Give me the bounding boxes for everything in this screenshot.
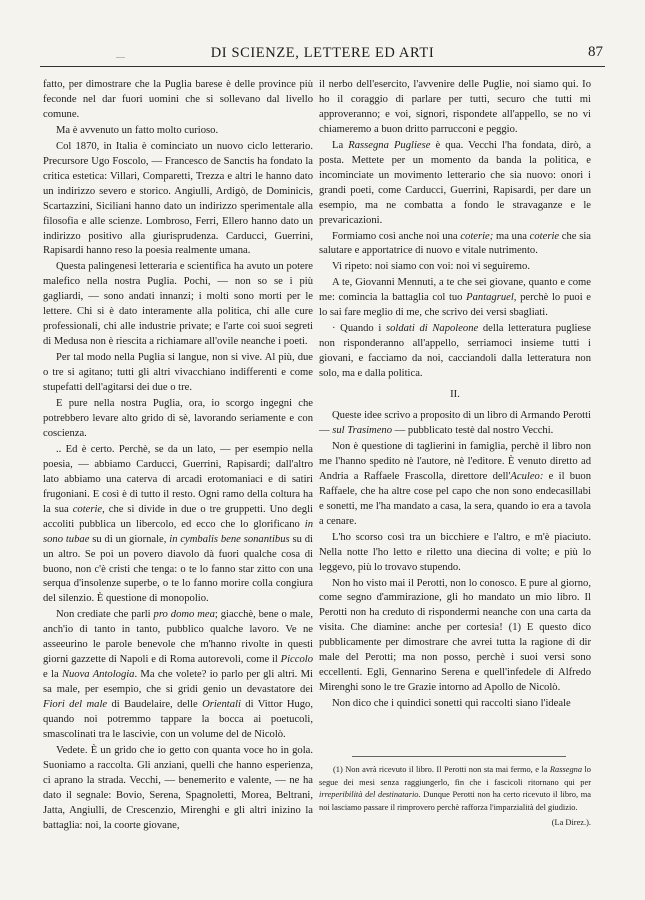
page-number: 87 [588,44,603,60]
running-title: DI SCIENZE, LETTERE ED ARTI [210,45,435,61]
paragraph: A te, Giovanni Mennuti, a te che sei giovane, quanto e come me: comincia la battaglia col tuo Pantagruel, perchè lo puoi e lo sai fare meglio di me, che scrivo dei versi sbagliati. [319,277,591,319]
left-column [43,78,313,834]
header-dash: — [116,52,125,62]
paragraph: Non dico che i quindici sonetti qui raccolti siano l'ideale [332,698,571,710]
paragraph: Questa palingenesi letteraria e scientifica ha avuto un potere malefico nella nostra Puglia. Pochi, — non so se i più gagliardi, — sono andati innanzi; i molti sono morti per le lettere. Chi si è dato interamente alla politica, chi alle cure professionali, chi alle industrie private; e l'arte coi suoi segreti di Medusa non è riescita a richiamare all'ovile neanche i poeti. [43,261,313,348]
paragraph: Queste idee scrivo a proposito di un libro di Armando Perotti — sul Trasimeno — pubblicato testè dal nostro Vecchi. [319,410,591,436]
header-rule [40,66,605,67]
footnote-signature: (La Direz.). [551,817,591,827]
running-header [40,44,605,64]
paragraph: il nerbo dell'esercito, l'avvenire delle Puglie, noi siamo qui. Io ho il coraggio di parlare per tutti, securo che tutti mi approveranno; e voi, signori, rispondete all'appello, se no vi chiameremo a buon dritto parrucconi e peggio. [319,79,591,135]
paragraph: Vi ripeto: noi siamo con voi: noi vi seguiremo. [332,261,530,273]
paragraph: fatto, per dimostrare che la Puglia barese è delle province più feconde nel dar fuori uomini che si sollevano dal livello comune. [43,79,313,120]
paragraph: Vedete. È un grido che io getto con quanta voce ho in gola. Suoniamo a raccolta. Gli anziani, quelli che hanno esperienza, ci aprano la strada. Vecchi, — benemerito e valente, — ne ha dato il segnale: Bovio, Serena, Spagnoletti, Morea, Beltrani, Jatta, Angiulli, de Crescenzio, Mirenghi e gli altri inizino la battaglia: noi, la coorte giovane, [43,744,313,831]
paragraph: Ma è avvenuto un fatto molto curioso. [56,124,219,136]
paragraph: Non crediate che parli pro domo mea; giacchè, bene o male, anch'io di tanto in tanto, pubblico qualche lavoro. Ve ne asseeurino le parole benevole che m'hanno rivolte in questi giorni gazzette di Napoli e di Roma autorevoli, come il Piccolo e la Nuova Antologia. Ma che volete? io parlo per gli altri. Mi sa male, per esempio, che si gridi genio un devastatore dei Fiori del male di Baudelaire, delle Orientali di Vittor Hugo, quando noi potremmo tappare la bocca ai poetucoli, smascolinati tra le lascivie, con un volume del de Nicolò. [43,609,314,740]
paragraph: E pure nella nostra Puglia, ora, io scorgo ingegni che potrebbero levare alto grido di sè, lavorando seriamente e con coscienza. [43,398,313,439]
footnote-text: (1) Non avrà ricevuto il libro. Il Perotti non sta mai fermo, e la Rassegna lo segue dei mesi senza raggiungerlo, fin che i fascicoli ritornano qui per irreperibilità del destinatario. Dunque Perotti non ha certo ricevuto il libro, ma noi lasciamo passare il rimprovero perchè rafforza l'imparzialità del giudizio. [319,765,591,813]
right-column [319,78,591,712]
paragraph: Per tal modo nella Puglia si langue, non si vive. Al più, due o tre si agitano; tutti gli altri vivacchiano indifferenti e come stupefatti dell'agitarsi dei due o tre. [43,352,313,394]
paragraph: Non ho visto mai il Perotti, non lo conosco. E pure al giorno, come segno d'ammirazione, gli ho mandato un mio libro. Il Perotti non ha creduto di rispondermi neanche con una carta da visita. Che diamine: anche per cortesia! (1) E questo dico pubblicamente per dimostrare che avrei tutta la ragione di dir male del Perotti; ma non posso, perchè i suoi versi sono eccellenti. Egli, Gennarino Serena e quell'infedele di Alfredo Mirenghi sono le tre Grazie intorno ad Apollo de Nicolò. [319,577,591,694]
paragraph: · Quando i soldati di Napoleone della letteratura pugliese non risponderanno all'appello, serriamoci insieme tutti i giovani, e facciamo da noi, cacciandoli dalla letteratura non solo, ma e dalla politica. [319,323,591,380]
paragraph: .. Ed è certo. Perchè, se da un lato, — per esempio nella poesia, — abbiamo Carducci, Guerrini, Rapisardi; dall'altro lato abbiamo una caterva di arcadi erotomaniaci e di satiri frugoniani. E così è di tutto il resto. Ogni ramo della coltura ha la sua coterie, che si divide in due o tre gruppetti. Uno degli accoliti pubblica un libercolo, ed ecco che lo glorificano in sono tubae su di un giornale, in cymbalis bene sonantibus su di un altro. Se poi un povero diavolo dà fuori qualche cosa di buono, non c'è cristi che tenga: o te lo fanno star zitto con una serqua d'insolenze superbe, o te lo fanno morire colla congiura del silenzio. È questione di monopolio. [43,443,313,605]
section-heading: II. [450,389,460,401]
paragraph: Col 1870, in Italia è cominciato un nuovo ciclo letterario. Precursore Ugo Foscolo, — Francesco de Sanctis ha fondato la critica estetica: Villari, Comparetti, Trezza e altri le hanno dato un indirizzo severo e storico. Angiulli, Ardigò, de Dominicis, Scartazzini, Siciliani hanno dato un indirizzo sperimentale alla filosofia e alle scienze. Lombroso, Ferri, Ellero hanno dato un indirizzo positivo alla giurisprudenza. Carducci, Guerrini, Rapisardi hanno reso la poesia realmente umana. [43,140,313,257]
paragraph: Formiamo così anche noi una coterie; ma una coterie che sia salutare e apportatrice di nuovo e vitale nutrimento. [319,230,591,257]
footnote-rule [352,756,566,757]
paragraph: Non è questione di taglierini in famiglia, perchè il libro non me l'hanno spedito nè l'autore, nè l'editore. È venuto diretto ad Andria a Raffaele Frascolla, direttore dell'Aculeo: e il buon Raffaele, che ha altre cose pel capo che non sono endecasillabi e sonetti, me l'ha mandato a casa, la sera, quando io era a tavola a cenare. [319,440,591,527]
paragraph: La Rassegna Pugliese è qua. Vecchi l'ha fondata, dirò, a posta. Mettete per un momento da banda la politica, e incominciate un movimento letterario che sia nuovo: onori i grandi poeti, come Carducci, Guerrini, Rapisardi, per dare un esempio, ma ne combatta a fondo le stravaganze e le prevaricazioni. [319,139,591,226]
footnote [319,764,591,830]
paragraph: L'ho scorso così tra un bicchiere e l'altro, e m'è piaciuto. Nella notte l'ho letto e riletto una diecina di volte; e più lo leggevo, più lo trovavo stupendo. [319,531,591,573]
